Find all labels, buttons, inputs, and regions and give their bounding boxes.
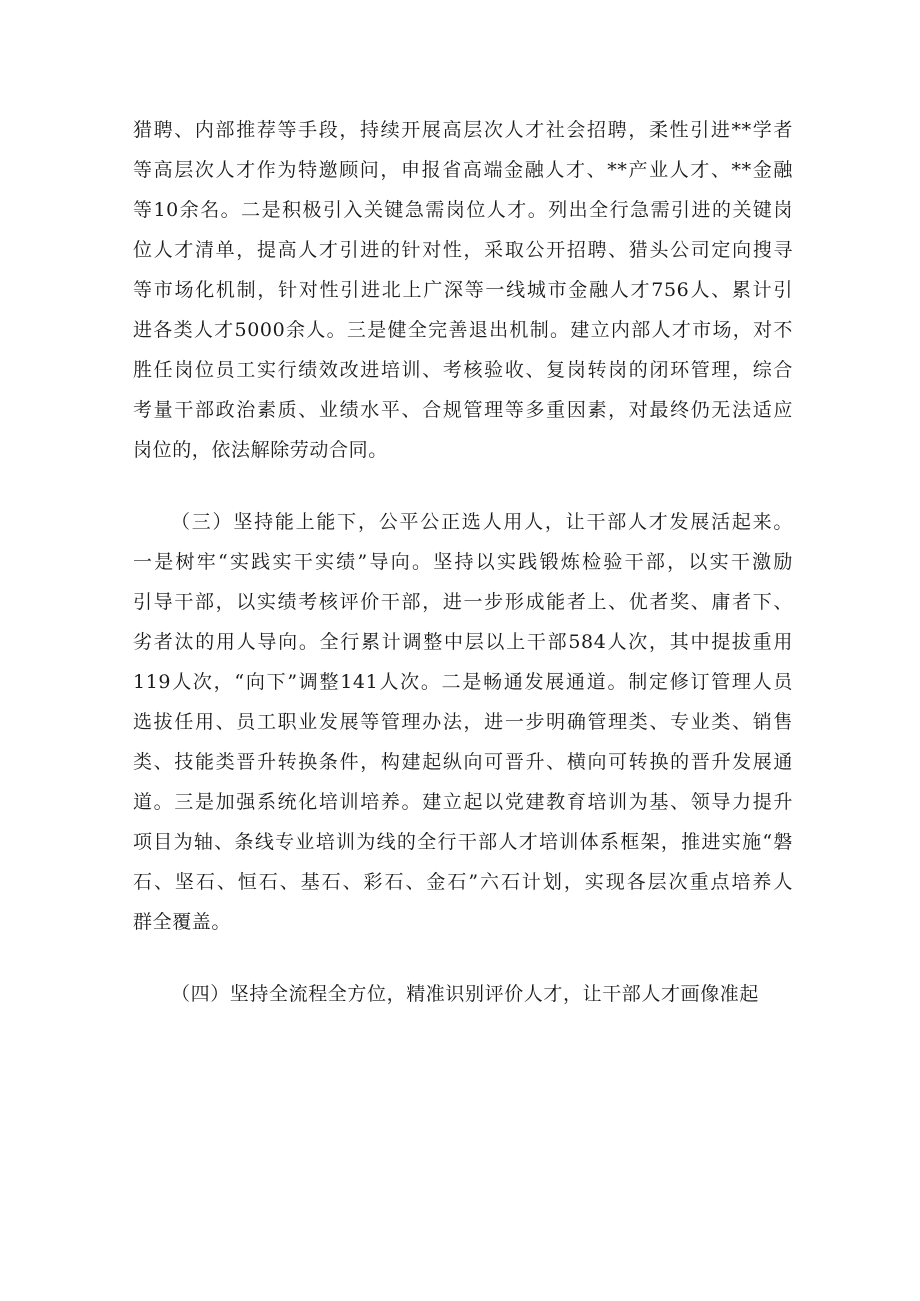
paragraph-gap (133, 470, 793, 502)
text-line: 119人次，“向下”调整141人次。二是畅通发展通道。制定修订管理人员 (133, 671, 793, 693)
text-line: 位人才清单，提高人才引进的针对性，采取公开招聘、猎头公司定向搜寻 (133, 239, 793, 261)
text-line: 引导干部，以实绩考核评价干部，进一步形成能者上、优者奖、庸者下、 (133, 591, 793, 613)
text-line: 选拔任用、员工职业发展等管理办法，进一步明确管理类、专业类、销售 (133, 711, 793, 733)
paragraph-talent-recruitment (133, 110, 793, 470)
text-line: 一是树牢“实践实干实绩”导向。坚持以实践锻炼检验干部，以实干激励 (133, 551, 793, 573)
text-line: 类、技能类晋升转换条件，构建起纵向可晋升、横向可转换的晋升发展通 (133, 751, 793, 773)
text-line: 石、坚石、恒石、基石、彩石、金石”六石计划，实现各层次重点培养人 (133, 871, 793, 893)
section-heading-line: （四）坚持全流程全方位，精准识别评价人才，让干部人才画像准起 (171, 983, 760, 1005)
paragraph-section-four (133, 974, 793, 1014)
text-line: 胜任岗位员工实行绩效改进培训、考核验收、复岗转岗的闭环管理，综合 (133, 359, 793, 381)
paragraph-section-three (133, 502, 793, 942)
text-line: 等市场化机制，针对性引进北上广深等一线城市金融人才756人、累计引 (133, 279, 793, 301)
text-line: 等10余名。二是积极引入关键急需岗位人才。列出全行急需引进的关键岗 (133, 199, 793, 221)
text-line: 项目为轴、条线专业培训为线的全行干部人才培训体系框架，推进实施“磐 (133, 831, 793, 853)
text-line: 等高层次人才作为特邀顾问，申报省高端金融人才、**产业人才、**金融 (133, 159, 793, 181)
text-line: 劣者汰的用人导向。全行累计调整中层以上干部584人次，其中提拔重用 (133, 631, 793, 653)
section-heading-line: （三）坚持能上能下，公平公正选人用人，让干部人才发展活起来。 (171, 511, 793, 533)
text-line: 道。三是加强系统化培训培养。建立起以党建教育培训为基、领导力提升 (133, 791, 793, 813)
paragraph-gap (133, 942, 793, 974)
text-line: 群全覆盖。 (133, 911, 232, 933)
text-line: 岗位的，依法解除劳动合同。 (133, 439, 388, 461)
text-line: 进各类人才5000余人。三是健全完善退出机制。建立内部人才市场，对不 (133, 319, 793, 341)
document-body (133, 110, 793, 1014)
text-line: 猎聘、内部推荐等手段，持续开展高层次人才社会招聘，柔性引进**学者 (133, 119, 793, 141)
text-line: 考量干部政治素质、业绩水平、合规管理等多重因素，对最终仍无法适应 (133, 399, 793, 421)
